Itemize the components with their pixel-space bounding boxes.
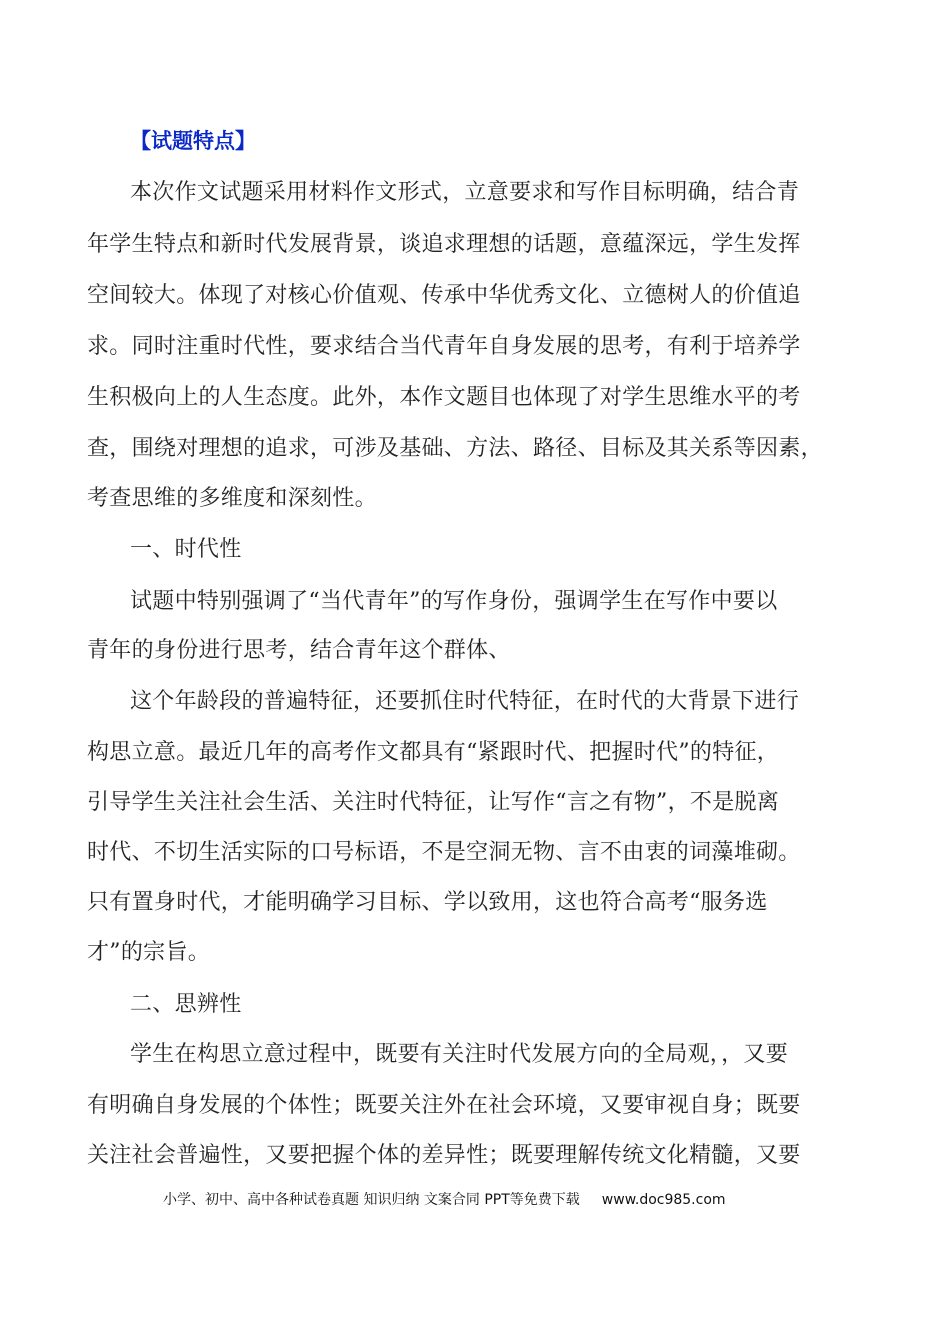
paragraph-line: 查，围绕对理想的追求，可涉及基础、方法、路径、目标及其关系等因素， [87,436,823,461]
paragraph-line: 空间较大。体现了对核心价值观、传承中华优秀文化、立德树人的价值追 [87,283,801,308]
paragraph-line: 有明确自身发展的个体性；既要关注外在社会环境，又要审视自身；既要 [87,1093,801,1118]
paragraph-line: 引导学生关注社会生活、关注时代特征，让写作“言之有物”，不是脱离 [87,790,780,815]
footer-text: 小学、初中、高中各种试卷真题 知识归纳 文案合同 PPT等免费下载 [163,1192,580,1208]
paragraph-line: 年学生特点和新时代发展背景，谈追求理想的话题，意蕴深远，学生发挥 [87,232,801,257]
subheading: 一、时代性 [130,537,242,562]
paragraph-line: 考查思维的多维度和深刻性。 [87,486,377,511]
paragraph-line: 试题中特别强调了“当代青年”的写作身份，强调学生在写作中要以 [130,589,778,614]
paragraph-line: 只有置身时代，才能明确学习目标、学以致用，这也符合高考“服务选 [87,890,768,915]
paragraph-line: 这个年龄段的普遍特征，还要抓住时代特征，在时代的大背景下进行 [130,689,800,714]
paragraph-line: 学生在构思立意过程中，既要有关注时代发展方向的全局观，，又要 [130,1042,789,1067]
paragraph-line: 生积极向上的人生态度。此外，本作文题目也体现了对学生思维水平的考 [87,385,801,410]
paragraph-line: 关注社会普遍性，又要把握个体的差异性；既要理解传统文化精髓，又要 [87,1143,801,1168]
paragraph-line: 构思立意。最近几年的高考作文都具有“紧跟时代、把握时代”的特征， [87,740,780,765]
page-footer [163,1189,726,1211]
section-heading: 【试题特点】 [130,129,256,153]
paragraph-line: 青年的身份进行思考，结合青年这个群体、 [87,638,511,663]
paragraph-line: 时代、不切生活实际的口号标语，不是空洞无物、言不由衷的词藻堆砌。 [87,840,801,865]
subheading: 二、思辨性 [130,992,242,1017]
footer-url-link[interactable]: www.doc985.com [601,1192,726,1208]
paragraph-line: 本次作文试题采用材料作文形式，立意要求和写作目标明确，结合青 [130,180,800,205]
paragraph-line: 求。同时注重时代性，要求结合当代青年自身发展的思考，有利于培养学 [87,334,801,359]
paragraph-line: 才”的宗旨。 [87,940,211,965]
